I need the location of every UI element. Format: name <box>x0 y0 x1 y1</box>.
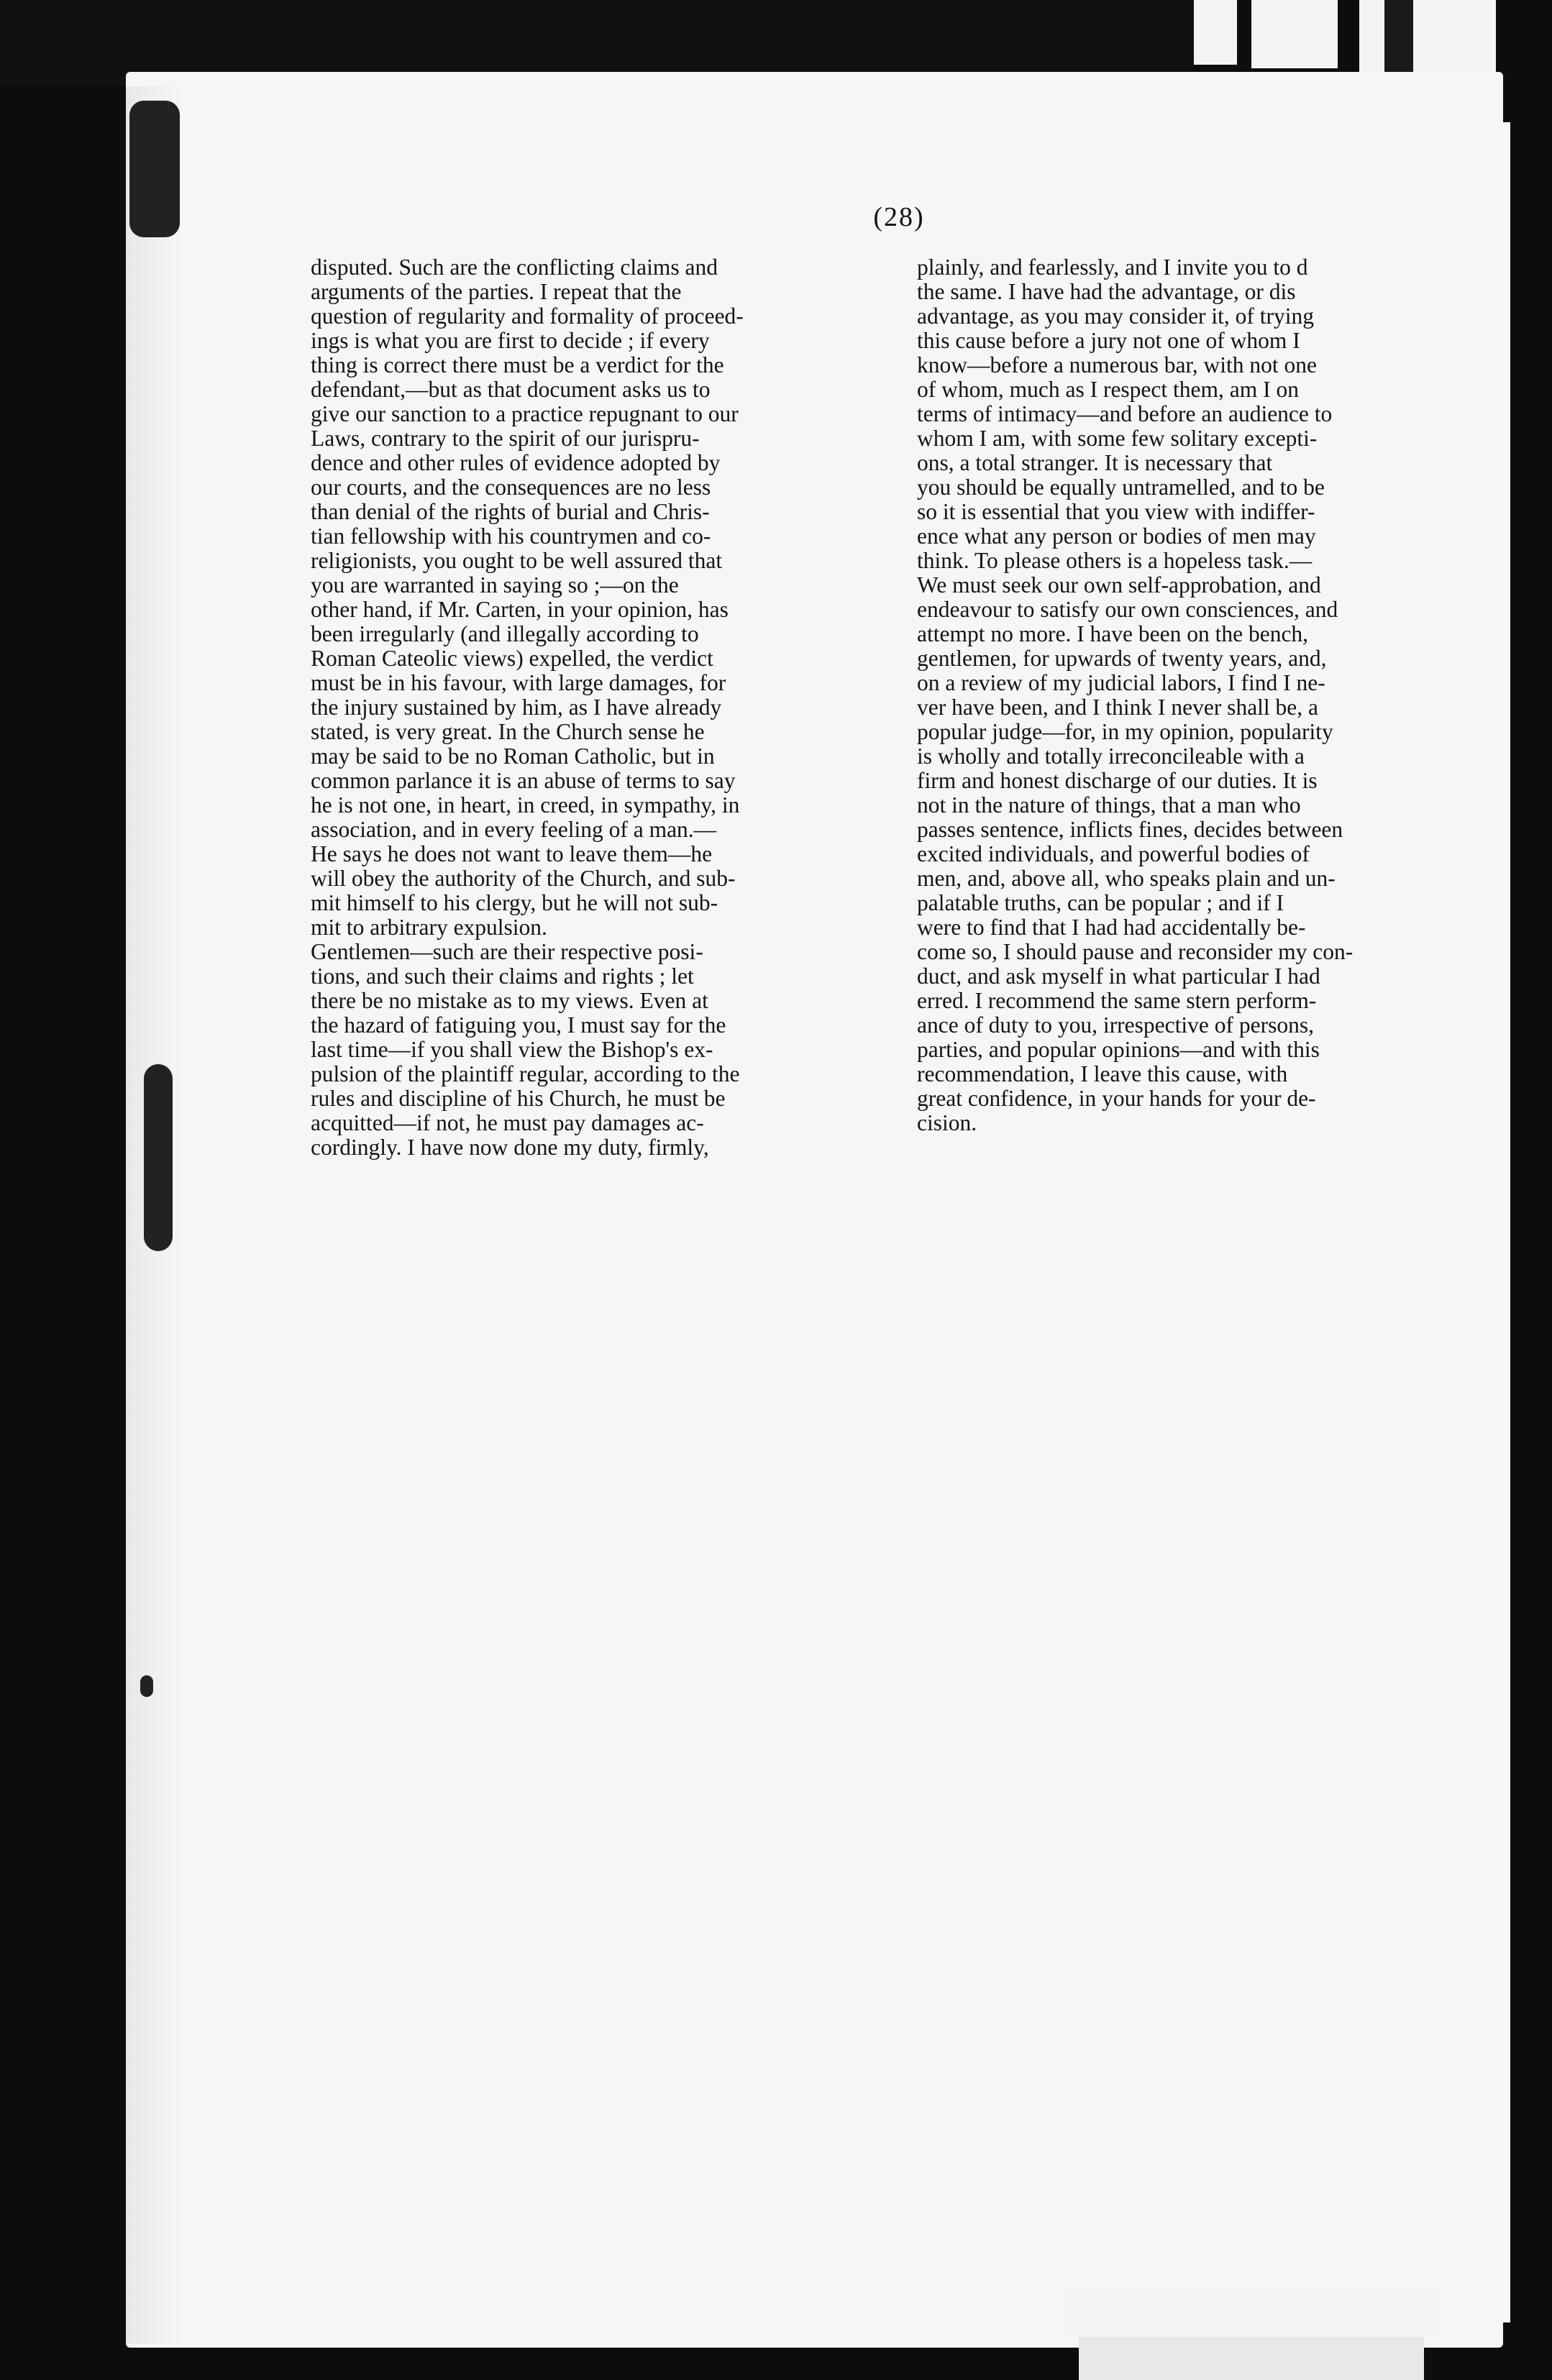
text-column-right <box>917 255 1492 1135</box>
paper-tab <box>1251 0 1338 68</box>
paragraph: Gentlemen—such are their respective posi- tions, and such their claims and rights ; let there be no mistake as to my views. Even at the hazard of fatiguing you, I must say for the last time—if you shall view the Bishop's ex- pulsion of the plaintiff regular, according to the rules and discipline of his Church, he must be acquitted—if not, he must pay damages ac- cordingly. I have now done my duty, firmly, <box>311 939 740 1160</box>
binding-mark <box>129 101 180 237</box>
binding-mark <box>144 1064 173 1251</box>
paper-tab <box>1064 2287 1438 2337</box>
paper-tab <box>1194 0 1237 65</box>
paper-tab <box>1079 2337 1424 2380</box>
paragraph: disputed. Such are the conflicting claims and arguments of the parties. I repeat that the question of regularity and formality of proceed- ings is what you are first to decide ; if every thing is correct there must be a verdict for the defendant,—but as that document asks us to give our sanction to a practice repugnant to our Laws, contrary to the spirit of our jurispru- dence and other rules of evidence adopted by our courts, and the consequences are no less than denial of the rights of burial and Chris- tian fellowship with his countrymen and co- religionists, you ought to be well assured that you are warranted in saying so ;—on the other hand, if Mr. Carten, in your opinion, has been irregularly (and illegally according to Roman Cateolic views) expelled, the verdict must be in his favour, with large damages, for the injury sustained by him, as I have already stated, is very great. In the Church sense he may be said to be no Roman Catholic, but in common parlance it is an abuse of terms to say he is not one, in heart, in creed, in sympathy, in association, and in every feeling of a man.— He says he does not want to leave them—he will obey the authority of the Church, and sub- mit himself to his clergy, but he will not sub- mit to arbitrary expulsion. <box>311 255 744 940</box>
ink-speck <box>140 1675 153 1697</box>
text-column-left <box>311 255 908 1160</box>
page-number: (28) <box>873 202 925 232</box>
paragraph: plainly, and fearlessly, and I invite you to d the same. I have had the advantage, or dis advantage, as you may consider it, of trying this cause before a jury not one of whom I know—before a numerous bar, with not one of whom, much as I respect them, am I on terms of intimacy—and before an audience to whom I am, with some few solitary excepti- ons, a total stranger. It is necessary that you should be equally untramelled, and to be so it is essential that you view with indiffer- ence what any person or bodies of men may think. To please others is a hopeless task.— We must seek our own self-approbation, and endeavour to satisfy our own consciences, and attempt no more. I have been on the bench, gentlemen, for upwards of twenty years, and, on a review of my judicial labors, I find I ne- ver have been, and I think I never shall be, a popular judge—for, in my opinion, popularity is wholly and totally irreconcileable with a firm and honest discharge of our duties. It is not in the nature of things, that a man who passes sentence, inflicts fines, decides between excited individuals, and powerful bodies of men, and, above all, who speaks plain and un- palatable truths, can be popular ; and if I were to find that I had had accidentally be- come so, I should pause and reconsider my con- duct, and ask myself in what particular I had erred. I recommend the same stern perform- ance of duty to you, irrespective of persons, parties, and popular opinions—and with this recommendation, I leave this cause, with great confidence, in your hands for your de- cision. <box>917 255 1354 1135</box>
